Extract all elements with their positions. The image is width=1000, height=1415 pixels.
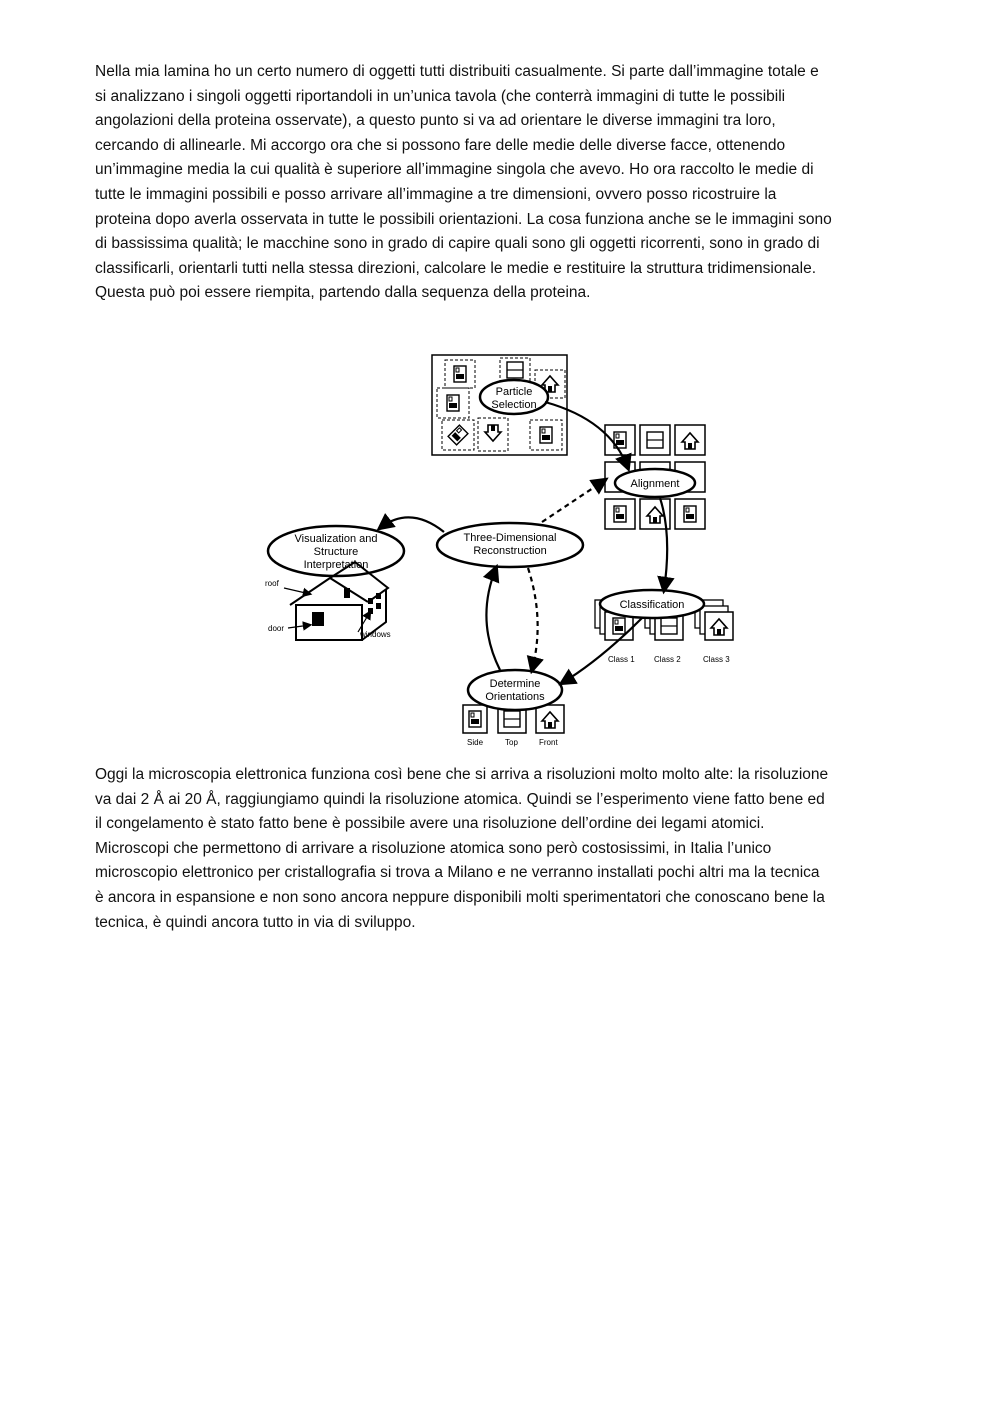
door-label: door: [268, 624, 285, 633]
text-line: Oggi la microscopia elettronica funziona così bene che si arriva a risoluzioni molto molto alte: la risoluzione: [95, 766, 829, 783]
orientations-node: [463, 670, 564, 747]
alignment-label: Alignment: [630, 478, 680, 490]
visualization-node: [268, 526, 404, 576]
view-label: Top: [505, 738, 518, 747]
text-line: Questa può poi essere riempita, partendo dalla sequenza della proteina.: [95, 284, 591, 302]
text-line: microscopio elettronico per cristallografia si trova a Milano e ne verranno installati pochi altri ma la tecnica: [95, 864, 820, 882]
determine-label: Orientations: [485, 691, 545, 703]
visualization-label: Interpretation: [303, 559, 369, 571]
text-line: un’immagine media la cui qualità è superiore all’immagine singola che avevo. Ho ora raccolto le medie di: [95, 161, 814, 179]
classification-label: Classification: [619, 599, 685, 611]
three-d-label: Reconstruction: [473, 545, 547, 557]
paragraph-intro: [95, 60, 910, 306]
text-line: si analizzano i singoli oggetti riportandoli in un’unica tavola (che conterrà immagini di tutte le possibili: [95, 87, 786, 105]
text-line: classificarli, orientarli tutti nella stessa direzioni, calcolare le medie e restituire la struttura tridimensionale.: [95, 259, 817, 277]
particle-selection-label: Particle: [495, 386, 533, 398]
text-line: cercando di allinearle. Mi accorgo ora che si possono fare delle medie delle diverse facce, ottenendo: [95, 136, 786, 154]
three-d-label: Three-Dimensional: [463, 532, 557, 544]
class-label: Class 1: [608, 655, 635, 664]
text-line: di bassissima qualità; le macchine sono in grado di capire quali sono gli oggetti ricorrenti, sono in grado di: [95, 235, 820, 253]
visualization-label: Visualization and: [294, 533, 378, 545]
determine-label: Determine: [489, 678, 541, 690]
cryo-em-workflow-diagram: [260, 350, 740, 750]
text-line: va dai 2 Å ai 20 Å, raggiungiamo quindi la risoluzione atomica. Quindi se l’esperimento viene fatto bene ed: [95, 790, 825, 808]
text-line: il congelamento è stato fatto bene è possibile avere una risoluzione dell’ordine dei legami atomici.: [95, 815, 765, 833]
view-label: Front: [539, 738, 558, 747]
text-line: è ancora in espansione e non sono ancora neppure disponibili molti sperimentatori che conoscano bene la: [95, 888, 825, 906]
classification-stacks: [595, 590, 733, 664]
text-line: angolazioni della proteina osservate), a questo punto si va ad orientare le diverse immagini tra loro,: [95, 112, 776, 130]
reconstruction-node: [437, 523, 583, 567]
roof-label: roof: [265, 579, 279, 588]
micrograph-panel: [432, 355, 567, 455]
particle-selection-label: Selection: [491, 399, 537, 411]
class-label: Class 2: [654, 655, 681, 664]
view-label: Side: [467, 738, 484, 747]
text-line: proteina dopo averla osservata in tutte le possibili orientazioni. La cosa funziona anche se le immagini sono: [95, 210, 832, 228]
class-label: Class 3: [703, 655, 730, 664]
alignment-grid: [605, 425, 705, 529]
text-line: Microscopi che permettono di arrivare a risoluzione atomica sono però costosissimi, in Italia l’unico: [95, 839, 772, 857]
paragraph-resolution: [95, 763, 910, 935]
text-line: Nella mia lamina ho un certo numero di oggetti tutti distribuiti casualmente. Si parte dall’immagine totale e: [95, 63, 819, 80]
text-line: tutte le immagini possibili e posso arrivare all’immagine a tre dimensioni, ovvero posso ricostruire la: [95, 185, 777, 203]
visualization-label: Structure: [313, 546, 359, 558]
windows-label: windows: [360, 630, 391, 639]
text-line: tecnica, è quindi ancora tutto in via di sviluppo.: [95, 913, 416, 931]
